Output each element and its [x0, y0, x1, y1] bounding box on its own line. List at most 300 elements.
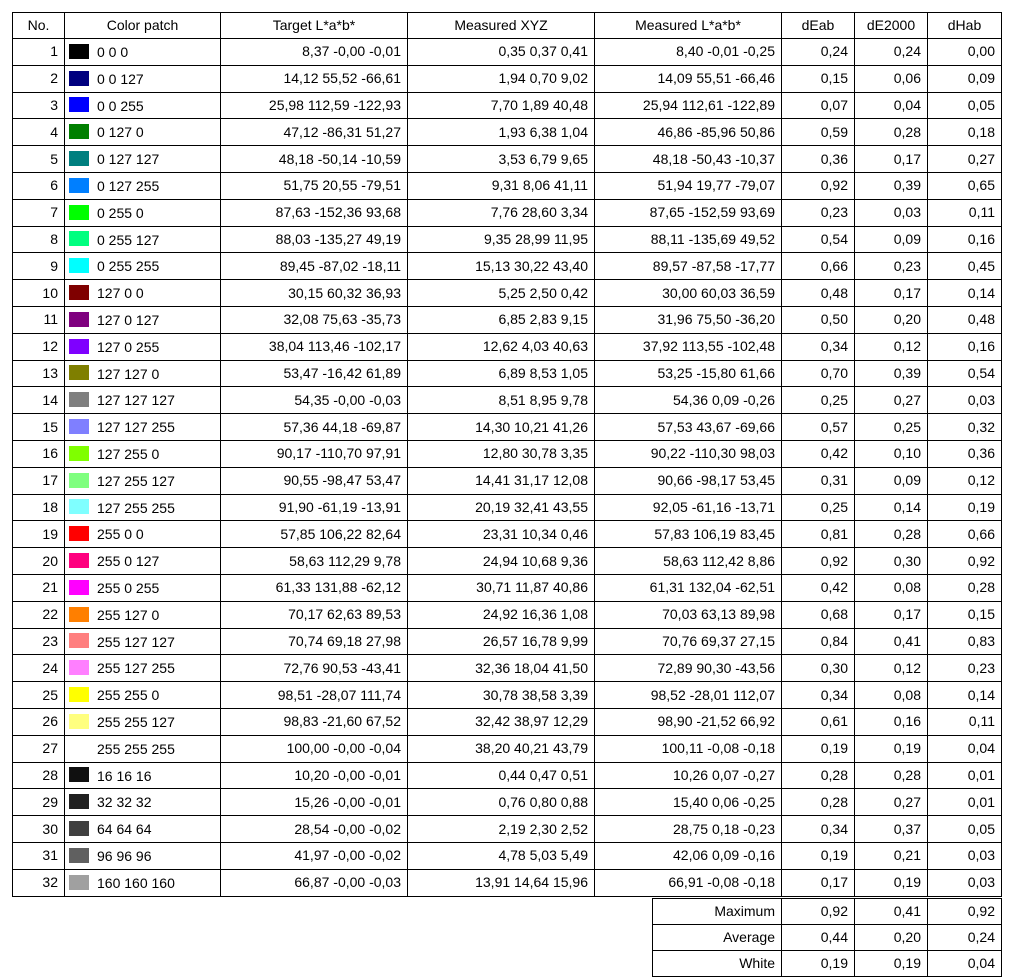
deab-value: 0,34 [782, 816, 855, 843]
de2000-value: 0,27 [855, 789, 928, 816]
row-number: 21 [13, 574, 65, 601]
measured-lab-value: 61,31 132,04 -62,51 [595, 574, 782, 601]
table-row [13, 39, 1002, 66]
color-patch-rgb: 255 127 127 [97, 633, 175, 650]
deab-value: 0,34 [782, 682, 855, 709]
dhab-value: 0,03 [928, 842, 1002, 869]
color-patch-cell [65, 414, 221, 441]
table-row [13, 601, 1002, 628]
deab-value: 0,07 [782, 92, 855, 119]
measured-xyz-value: 32,36 18,04 41,50 [408, 655, 595, 682]
deab-value: 0,42 [782, 440, 855, 467]
measured-xyz-value: 14,30 10,21 41,26 [408, 414, 595, 441]
table-row [13, 387, 1002, 414]
summary-row [653, 899, 1002, 925]
summary-label: Average [653, 925, 782, 951]
measured-xyz-value: 9,35 28,99 11,95 [408, 226, 595, 253]
measured-lab-value: 48,18 -50,43 -10,37 [595, 146, 782, 173]
row-number: 24 [13, 655, 65, 682]
measured-lab-value: 70,03 63,13 89,98 [595, 601, 782, 628]
color-patch-cell [65, 521, 221, 548]
target-lab-value: 8,37 -0,00 -0,01 [221, 39, 408, 66]
color-patch-cell [65, 574, 221, 601]
deab-value: 0,84 [782, 628, 855, 655]
color-patch-cell [65, 601, 221, 628]
dhab-value: 0,11 [928, 199, 1002, 226]
color-patch-rgb: 255 255 127 [97, 713, 175, 730]
color-patch-cell [65, 172, 221, 199]
deab-value: 0,57 [782, 414, 855, 441]
table-row [13, 548, 1002, 575]
measured-xyz-value: 32,42 38,97 12,29 [408, 708, 595, 735]
measured-lab-value: 57,83 106,19 83,45 [595, 521, 782, 548]
color-patch-rgb: 255 255 255 [97, 740, 175, 757]
color-patch-cell [65, 280, 221, 307]
summary-de2000: 0,41 [855, 899, 928, 925]
table-row [13, 119, 1002, 146]
row-number: 6 [13, 172, 65, 199]
summary-label: Maximum [653, 899, 782, 925]
measured-xyz-value: 15,13 30,22 43,40 [408, 253, 595, 280]
measured-lab-value: 100,11 -0,08 -0,18 [595, 735, 782, 762]
header-measured-lab: Measured L*a*b* [595, 13, 782, 39]
color-swatch [69, 205, 89, 220]
measured-lab-value: 15,40 0,06 -0,25 [595, 789, 782, 816]
measured-xyz-value: 3,53 6,79 9,65 [408, 146, 595, 173]
target-lab-value: 70,17 62,63 89,53 [221, 601, 408, 628]
deab-value: 0,61 [782, 708, 855, 735]
table-body [13, 39, 1002, 897]
measured-xyz-value: 0,76 0,80 0,88 [408, 789, 595, 816]
summary-body [653, 899, 1002, 977]
color-swatch [69, 633, 89, 648]
table-row [13, 199, 1002, 226]
color-patch-rgb: 127 255 127 [97, 472, 175, 489]
measured-xyz-value: 24,94 10,68 9,36 [408, 548, 595, 575]
color-patch-rgb: 0 255 127 [97, 231, 160, 248]
color-patch-cell [65, 628, 221, 655]
row-number: 25 [13, 682, 65, 709]
measured-lab-value: 87,65 -152,59 93,69 [595, 199, 782, 226]
dhab-value: 0,15 [928, 601, 1002, 628]
table-row [13, 574, 1002, 601]
color-swatch [69, 71, 89, 86]
measured-xyz-value: 13,91 14,64 15,96 [408, 869, 595, 896]
measured-xyz-value: 6,85 2,83 9,15 [408, 306, 595, 333]
row-number: 7 [13, 199, 65, 226]
color-patch-rgb: 255 127 255 [97, 660, 175, 677]
table-row [13, 762, 1002, 789]
target-lab-value: 32,08 75,63 -35,73 [221, 306, 408, 333]
dhab-value: 0,04 [928, 735, 1002, 762]
color-patch-rgb: 16 16 16 [97, 767, 152, 784]
color-swatch [69, 794, 89, 809]
table-row [13, 306, 1002, 333]
color-patch-cell [65, 494, 221, 521]
de2000-value: 0,17 [855, 601, 928, 628]
color-patch-rgb: 0 0 0 [97, 43, 129, 60]
measured-xyz-value: 23,31 10,34 0,46 [408, 521, 595, 548]
deab-value: 0,42 [782, 574, 855, 601]
target-lab-value: 14,12 55,52 -66,61 [221, 65, 408, 92]
color-patch-rgb: 127 255 0 [97, 445, 160, 462]
de2000-value: 0,06 [855, 65, 928, 92]
color-patch-cell [65, 92, 221, 119]
color-patch-rgb: 127 0 0 [97, 284, 144, 301]
de2000-value: 0,28 [855, 119, 928, 146]
target-lab-value: 28,54 -0,00 -0,02 [221, 816, 408, 843]
table-row [13, 414, 1002, 441]
measured-lab-value: 51,94 19,77 -79,07 [595, 172, 782, 199]
color-patch-rgb: 0 255 0 [97, 204, 144, 221]
table-row [13, 92, 1002, 119]
target-lab-value: 98,83 -21,60 67,52 [221, 708, 408, 735]
dhab-value: 0,03 [928, 869, 1002, 896]
color-patch-cell [65, 199, 221, 226]
deab-value: 0,59 [782, 119, 855, 146]
table-row [13, 146, 1002, 173]
summary-de2000: 0,19 [855, 951, 928, 977]
target-lab-value: 58,63 112,29 9,78 [221, 548, 408, 575]
measured-lab-value: 98,90 -21,52 66,92 [595, 708, 782, 735]
table-row [13, 869, 1002, 896]
color-swatch [69, 44, 89, 59]
target-lab-value: 66,87 -0,00 -0,03 [221, 869, 408, 896]
color-swatch [69, 499, 89, 514]
summary-deab: 0,44 [782, 925, 855, 951]
dhab-value: 0,19 [928, 494, 1002, 521]
table-row [13, 628, 1002, 655]
color-patch-rgb: 127 127 0 [97, 365, 160, 382]
color-patch-rgb: 255 127 0 [97, 606, 160, 623]
color-patch-rgb: 127 0 255 [97, 338, 160, 355]
color-patch-rgb: 64 64 64 [97, 820, 152, 837]
measured-xyz-value: 14,41 31,17 12,08 [408, 467, 595, 494]
deab-value: 0,68 [782, 601, 855, 628]
target-lab-value: 10,20 -0,00 -0,01 [221, 762, 408, 789]
summary-dhab: 0,04 [928, 951, 1002, 977]
measured-xyz-value: 4,78 5,03 5,49 [408, 842, 595, 869]
de2000-value: 0,08 [855, 682, 928, 709]
dhab-value: 0,54 [928, 360, 1002, 387]
de2000-value: 0,09 [855, 467, 928, 494]
measured-xyz-value: 0,44 0,47 0,51 [408, 762, 595, 789]
de2000-value: 0,20 [855, 306, 928, 333]
row-number: 1 [13, 39, 65, 66]
row-number: 31 [13, 842, 65, 869]
dhab-value: 0,48 [928, 306, 1002, 333]
summary-row [653, 925, 1002, 951]
color-patch-cell [65, 842, 221, 869]
deab-value: 0,70 [782, 360, 855, 387]
de2000-value: 0,08 [855, 574, 928, 601]
dhab-value: 0,12 [928, 467, 1002, 494]
de2000-value: 0,09 [855, 226, 928, 253]
color-swatch [69, 419, 89, 434]
color-patch-cell [65, 548, 221, 575]
de2000-value: 0,19 [855, 735, 928, 762]
table-row [13, 655, 1002, 682]
color-swatch [69, 660, 89, 675]
target-lab-value: 91,90 -61,19 -13,91 [221, 494, 408, 521]
color-swatch [69, 446, 89, 461]
table-row [13, 333, 1002, 360]
dhab-value: 0,27 [928, 146, 1002, 173]
summary-deab: 0,92 [782, 899, 855, 925]
row-number: 15 [13, 414, 65, 441]
dhab-value: 0,09 [928, 65, 1002, 92]
color-patch-rgb: 32 32 32 [97, 794, 152, 811]
target-lab-value: 88,03 -135,27 49,19 [221, 226, 408, 253]
color-patch-rgb: 255 0 255 [97, 579, 160, 596]
measured-xyz-value: 0,35 0,37 0,41 [408, 39, 595, 66]
color-swatch [69, 714, 89, 729]
deab-value: 0,28 [782, 762, 855, 789]
de2000-value: 0,39 [855, 360, 928, 387]
target-lab-value: 41,97 -0,00 -0,02 [221, 842, 408, 869]
deab-value: 0,15 [782, 65, 855, 92]
color-patch-cell [65, 708, 221, 735]
dhab-value: 0,28 [928, 574, 1002, 601]
color-patch-rgb: 255 0 0 [97, 526, 144, 543]
header-color-patch: Color patch [65, 13, 221, 39]
row-number: 30 [13, 816, 65, 843]
de2000-value: 0,17 [855, 280, 928, 307]
measured-lab-value: 66,91 -0,08 -0,18 [595, 869, 782, 896]
measured-xyz-value: 7,76 28,60 3,34 [408, 199, 595, 226]
deab-value: 0,17 [782, 869, 855, 896]
color-patch-rgb: 0 0 127 [97, 70, 144, 87]
color-swatch [69, 687, 89, 702]
color-patch-rgb: 255 0 127 [97, 552, 160, 569]
color-swatch [69, 151, 89, 166]
de2000-value: 0,37 [855, 816, 928, 843]
color-swatch [69, 741, 89, 756]
color-patch-cell [65, 226, 221, 253]
row-number: 4 [13, 119, 65, 146]
table-row [13, 816, 1002, 843]
color-patch-cell [65, 146, 221, 173]
deab-value: 0,19 [782, 735, 855, 762]
color-patch-cell [65, 440, 221, 467]
color-swatch [69, 97, 89, 112]
dhab-value: 0,05 [928, 816, 1002, 843]
target-lab-value: 70,74 69,18 27,98 [221, 628, 408, 655]
dhab-value: 0,16 [928, 226, 1002, 253]
table-row [13, 65, 1002, 92]
table-row [13, 735, 1002, 762]
measured-lab-value: 70,76 69,37 27,15 [595, 628, 782, 655]
color-patch-rgb: 0 127 255 [97, 177, 160, 194]
table-row [13, 467, 1002, 494]
measured-lab-value: 14,09 55,51 -66,46 [595, 65, 782, 92]
de2000-value: 0,12 [855, 655, 928, 682]
measured-xyz-value: 1,93 6,38 1,04 [408, 119, 595, 146]
dhab-value: 0,92 [928, 548, 1002, 575]
measured-lab-value: 8,40 -0,01 -0,25 [595, 39, 782, 66]
summary-row [653, 951, 1002, 977]
color-patch-cell [65, 869, 221, 896]
measured-xyz-value: 9,31 8,06 41,11 [408, 172, 595, 199]
measured-xyz-value: 12,80 30,78 3,35 [408, 440, 595, 467]
measured-xyz-value: 5,25 2,50 0,42 [408, 280, 595, 307]
row-number: 12 [13, 333, 65, 360]
summary-label: White [653, 951, 782, 977]
measured-lab-value: 54,36 0,09 -0,26 [595, 387, 782, 414]
row-number: 29 [13, 789, 65, 816]
dhab-value: 0,32 [928, 414, 1002, 441]
deab-value: 0,34 [782, 333, 855, 360]
color-swatch [69, 312, 89, 327]
row-number: 22 [13, 601, 65, 628]
target-lab-value: 38,04 113,46 -102,17 [221, 333, 408, 360]
deab-value: 0,28 [782, 789, 855, 816]
header-deab: dEab [782, 13, 855, 39]
dhab-value: 0,83 [928, 628, 1002, 655]
color-patch-rgb: 255 255 0 [97, 686, 160, 703]
color-swatch [69, 339, 89, 354]
color-patch-cell [65, 682, 221, 709]
de2000-value: 0,28 [855, 762, 928, 789]
dhab-value: 0,01 [928, 789, 1002, 816]
color-swatch [69, 526, 89, 541]
color-swatch [69, 258, 89, 273]
summary-dhab: 0,92 [928, 899, 1002, 925]
color-swatch [69, 553, 89, 568]
deab-value: 0,66 [782, 253, 855, 280]
target-lab-value: 87,63 -152,36 93,68 [221, 199, 408, 226]
deab-value: 0,36 [782, 146, 855, 173]
row-number: 3 [13, 92, 65, 119]
color-swatch [69, 821, 89, 836]
header-no: No. [13, 13, 65, 39]
target-lab-value: 57,36 44,18 -69,87 [221, 414, 408, 441]
table-row [13, 360, 1002, 387]
table-row [13, 494, 1002, 521]
color-patch-cell [65, 816, 221, 843]
target-lab-value: 30,15 60,32 36,93 [221, 280, 408, 307]
de2000-value: 0,30 [855, 548, 928, 575]
measured-lab-value: 31,96 75,50 -36,20 [595, 306, 782, 333]
row-number: 32 [13, 869, 65, 896]
row-number: 26 [13, 708, 65, 735]
color-swatch [69, 392, 89, 407]
de2000-value: 0,28 [855, 521, 928, 548]
color-swatch [69, 473, 89, 488]
color-patch-cell [65, 39, 221, 66]
de2000-value: 0,24 [855, 39, 928, 66]
row-number: 2 [13, 65, 65, 92]
color-patch-cell [65, 789, 221, 816]
de2000-value: 0,14 [855, 494, 928, 521]
color-swatch [69, 580, 89, 595]
row-number: 17 [13, 467, 65, 494]
de2000-value: 0,19 [855, 869, 928, 896]
header-measured-xyz: Measured XYZ [408, 13, 595, 39]
color-swatch [69, 365, 89, 380]
color-patch-rgb: 127 0 127 [97, 311, 160, 328]
table-row [13, 253, 1002, 280]
table-row [13, 280, 1002, 307]
deab-value: 0,24 [782, 39, 855, 66]
deab-value: 0,25 [782, 494, 855, 521]
target-lab-value: 61,33 131,88 -62,12 [221, 574, 408, 601]
measured-lab-value: 25,94 112,61 -122,89 [595, 92, 782, 119]
measured-lab-value: 37,92 113,55 -102,48 [595, 333, 782, 360]
target-lab-value: 89,45 -87,02 -18,11 [221, 253, 408, 280]
summary-deab: 0,19 [782, 951, 855, 977]
summary-table [652, 898, 1002, 977]
target-lab-value: 100,00 -0,00 -0,04 [221, 735, 408, 762]
dhab-value: 0,45 [928, 253, 1002, 280]
measured-lab-value: 57,53 43,67 -69,66 [595, 414, 782, 441]
dhab-value: 0,11 [928, 708, 1002, 735]
header-de2000: dE2000 [855, 13, 928, 39]
row-number: 8 [13, 226, 65, 253]
de2000-value: 0,03 [855, 199, 928, 226]
dhab-value: 0,14 [928, 682, 1002, 709]
measured-lab-value: 90,66 -98,17 53,45 [595, 467, 782, 494]
measured-lab-value: 42,06 0,09 -0,16 [595, 842, 782, 869]
row-number: 27 [13, 735, 65, 762]
measured-lab-value: 46,86 -85,96 50,86 [595, 119, 782, 146]
measured-lab-value: 98,52 -28,01 112,07 [595, 682, 782, 709]
de2000-value: 0,21 [855, 842, 928, 869]
color-patch-rgb: 0 127 0 [97, 124, 144, 141]
row-number: 11 [13, 306, 65, 333]
row-number: 28 [13, 762, 65, 789]
header-row [13, 13, 1002, 39]
measured-lab-value: 89,57 -87,58 -17,77 [595, 253, 782, 280]
target-lab-value: 98,51 -28,07 111,74 [221, 682, 408, 709]
color-patch-rgb: 127 127 127 [97, 392, 175, 409]
target-lab-value: 57,85 106,22 82,64 [221, 521, 408, 548]
deab-value: 0,81 [782, 521, 855, 548]
table-row [13, 521, 1002, 548]
color-patch-rgb: 127 127 255 [97, 418, 175, 435]
deab-value: 0,31 [782, 467, 855, 494]
de2000-value: 0,16 [855, 708, 928, 735]
color-swatch [69, 231, 89, 246]
color-swatch [69, 178, 89, 193]
dhab-value: 0,66 [928, 521, 1002, 548]
target-lab-value: 53,47 -16,42 61,89 [221, 360, 408, 387]
measured-xyz-value: 30,78 38,58 3,39 [408, 682, 595, 709]
color-swatch [69, 848, 89, 863]
table-row [13, 682, 1002, 709]
deab-value: 0,25 [782, 387, 855, 414]
color-patch-rgb: 96 96 96 [97, 847, 152, 864]
color-patch-cell [65, 65, 221, 92]
color-patch-cell [65, 306, 221, 333]
measured-lab-value: 58,63 112,42 8,86 [595, 548, 782, 575]
row-number: 9 [13, 253, 65, 280]
dhab-value: 0,00 [928, 39, 1002, 66]
target-lab-value: 54,35 -0,00 -0,03 [221, 387, 408, 414]
dhab-value: 0,03 [928, 387, 1002, 414]
measured-lab-value: 92,05 -61,16 -13,71 [595, 494, 782, 521]
deab-value: 0,92 [782, 172, 855, 199]
measured-xyz-value: 6,89 8,53 1,05 [408, 360, 595, 387]
target-lab-value: 15,26 -0,00 -0,01 [221, 789, 408, 816]
color-patch-cell [65, 119, 221, 146]
row-number: 10 [13, 280, 65, 307]
deab-value: 0,19 [782, 842, 855, 869]
measured-xyz-value: 24,92 16,36 1,08 [408, 601, 595, 628]
row-number: 13 [13, 360, 65, 387]
target-lab-value: 51,75 20,55 -79,51 [221, 172, 408, 199]
row-number: 16 [13, 440, 65, 467]
